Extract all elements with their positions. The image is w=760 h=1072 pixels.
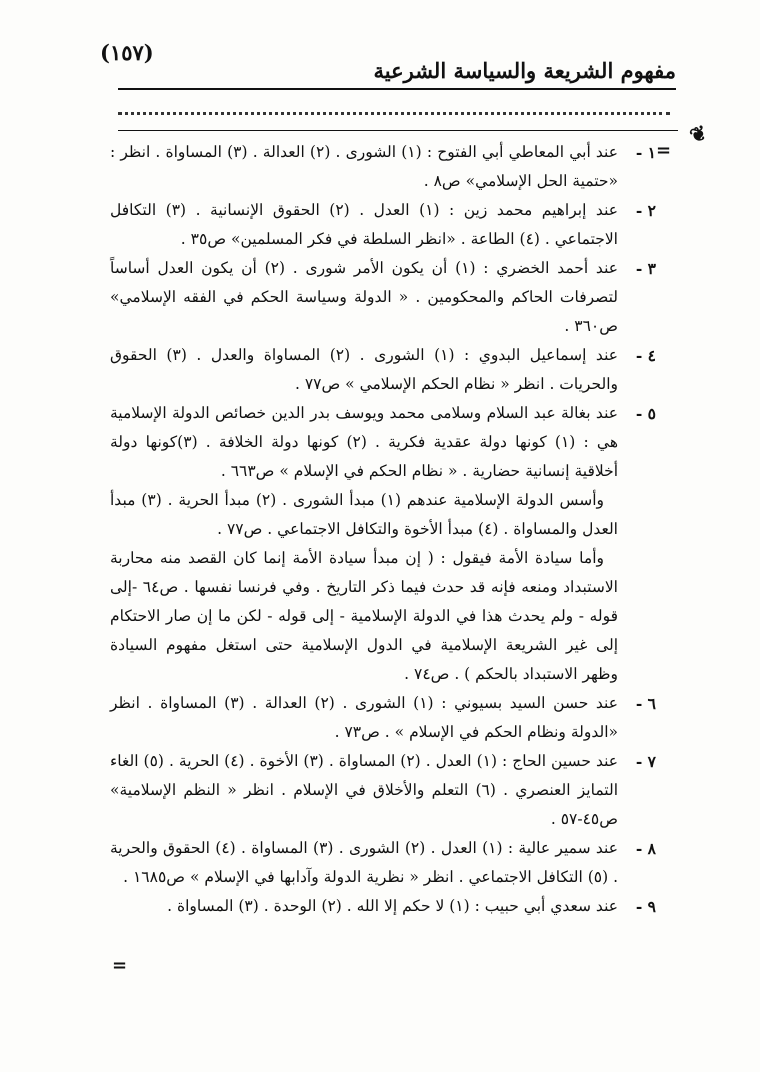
- footnote-number: ٦ -: [635, 694, 656, 713]
- running-title: مفهوم الشريعة والسياسة الشرعية: [373, 58, 676, 83]
- page-number: (١٥٧): [100, 40, 154, 65]
- page-header: [100, 40, 676, 90]
- footnote-number: ٨ -: [635, 839, 656, 858]
- footnote-text: عند أبي المعاطي أبي الفتوح : (١) الشورى . (٢) العدالة . (٣) المساواة . انظر : «حتمية الحل الإسلامي» ص٨ .: [110, 143, 618, 190]
- footnote-1: [110, 138, 656, 196]
- footnote-text: عند بغالة عبد السلام وسلامى محمد ويوسف بدر الدين خصائص الدولة الإسلامية هي : (١) كونها دولة عقدية فكرية . (٢) كونها دولة الخلافة . (٣)كونها دولة أخلاقية إنسانية حضارية . « نظام الحكم في الإسلام » ص٦٦٣ .: [110, 404, 618, 480]
- header-rule: [118, 88, 676, 90]
- footnote-9: [110, 892, 656, 921]
- footnote-number: ٤ -: [635, 346, 656, 365]
- footnote-text: عند إسماعيل البدوي : (١) الشورى . (٢) المساواة والعدل . (٣) الحقوق والحريات . انظر « نظام الحكم الإسلامي » ص٧٧ .: [110, 346, 618, 393]
- footnote-text: عند حسن السيد بسيوني : (١) الشورى . (٢) العدالة . (٣) المساواة . انظر «الدولة ونظام الحكم في الإسلام » . ص٧٣ .: [110, 694, 618, 741]
- footnote-number: ٩ -: [635, 897, 656, 916]
- footnote-rule: [118, 130, 678, 131]
- footnote-number: ١ -: [635, 143, 656, 162]
- footnote-text: عند سمير عالية : (١) العدل . (٢) الشورى . (٣) المساواة . (٤) الحقوق والحرية . (٥) التكافل الاجتماعي . انظر « نظرية الدولة وآدابها في الإسلام » ص١٦٨٥ .: [110, 839, 618, 886]
- footnote-number: ٥ -: [635, 404, 656, 423]
- footnote-text: عند أحمد الخضري : (١) أن يكون الأمر شورى . (٢) أن يكون العدل أساساً لتصرفات الحاكم والمحكومين . « الدولة وسياسة الحكم في الفقه الإسلامي» ص٣٦٠ .: [110, 259, 618, 335]
- footnotes: [110, 138, 656, 921]
- footnote-text: عند حسين الحاج : (١) العدل . (٢) المساواة . (٣) الأخوة . (٤) الحرية . (٥) الغاء التمايز العنصري . (٦) التعلم والأخلاق في الإسلام . انظر « النظم الإسلامية» ص٤٥-٥٧ .: [110, 752, 619, 828]
- continuation-mark-end: =: [112, 955, 128, 976]
- footnote-number: ٣ -: [635, 259, 656, 278]
- continuation-mark-start: =: [656, 140, 672, 161]
- footnote-3: [110, 254, 656, 341]
- margin-tick-mark: ❦: [686, 119, 711, 149]
- footnote-text: وأسس الدولة الإسلامية عندهم (١) مبدأ الشورى . (٢) مبدأ الحرية . (٣) مبدأ العدل والمساواة . (٤) مبدأ الأخوة والتكافل الاجتماعي . ص٧٧ .: [110, 491, 618, 538]
- footnote-7: [110, 747, 656, 834]
- footnote-5-paragraph-sovereignty: [110, 544, 650, 689]
- footnote-text: عند سعدي أبي حبيب : (١) لا حكم إلا الله . (٢) الوحدة . (٣) المساواة .: [167, 897, 618, 915]
- footnote-text: عند إبراهيم محمد زين : (١) العدل . (٢) الحقوق الإنسانية . (٣) التكافل الاجتماعي . (٤) الطاعة . «انظر السلطة في فكر المسلمين» ص٣٥ .: [110, 201, 618, 248]
- footnote-text: وأما سيادة الأمة فيقول : ( إن مبدأ سيادة الأمة إنما كان القصد منه محاربة الاستبداد ومنعه فإنه قد حدث فيما ذكر التاريخ . وفي فرنسا نفسها . ص٦٤ -إلى قوله - ولم يحدث هذا في الدولة الإسلامية - إلى قوله - لكن ما إن صار الاحتكام إلى غير الشريعة الإسلامية في الدول الإسلامية حتى استغل مفهوم السيادة وظهر الاستبداد بالحكم ) . ص٧٤ .: [110, 549, 618, 683]
- dotted-rule: [118, 112, 670, 115]
- footnote-number: ٧ -: [635, 752, 656, 771]
- footnote-number: ٢ -: [635, 201, 656, 220]
- footnote-5: [110, 399, 656, 486]
- footnote-6: [110, 689, 656, 747]
- footnote-8: [110, 834, 656, 892]
- footnote-5-paragraph-foundations: [110, 486, 650, 544]
- footnote-4: [110, 341, 656, 399]
- footnote-2: [110, 196, 656, 254]
